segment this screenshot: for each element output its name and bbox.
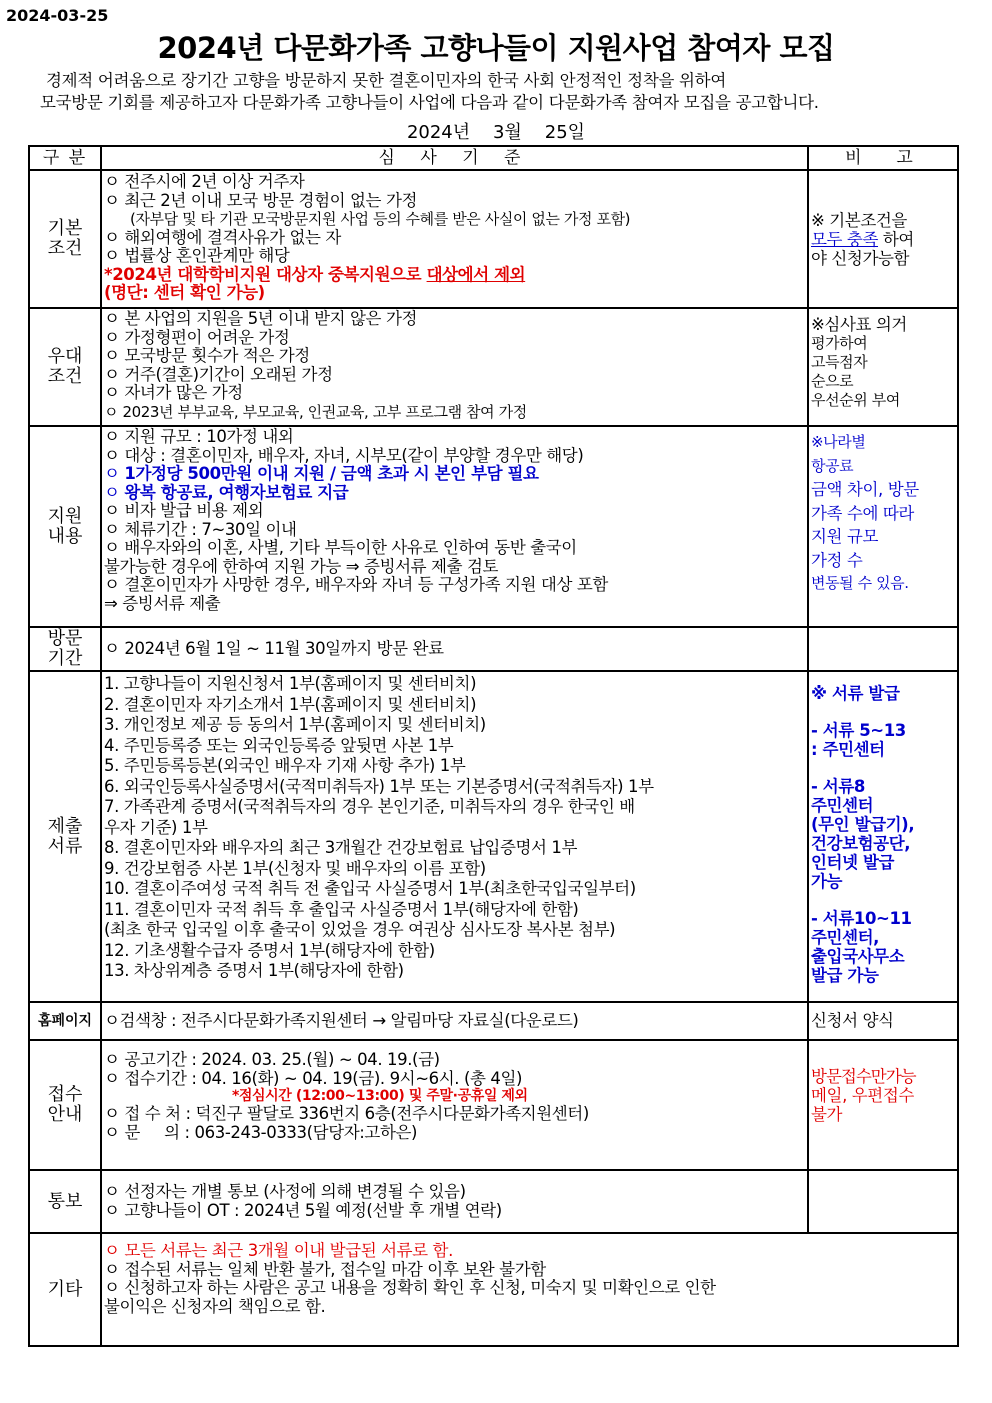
list-item: ㅇ 법률상 혼인관계만 해당 <box>104 246 290 265</box>
remarks-line: 메일, 우편접수 <box>811 1086 914 1105</box>
list-item: 9. 건강보험증 사본 1부(신청자 및 배우자의 이름 포함) <box>104 858 486 878</box>
list-item <box>104 484 805 503</box>
remarks-line: 발급 가능 <box>811 966 879 985</box>
criteria-period: ㅇ 2024년 6월 1일 ~ 11월 30일까지 방문 완료 <box>101 627 808 671</box>
document-date: 2024-03-25 <box>6 6 109 25</box>
remarks-line: 우선순위 부여 <box>811 391 900 409</box>
table-row-homepage <box>29 1002 958 1040</box>
category-period-line2: 기간 <box>47 648 83 669</box>
category-period-line1: 방문 <box>47 628 83 649</box>
page-title: 2024년 다문화가족 고향나들이 지원사업 참여자 모집 <box>157 31 835 65</box>
list-item: ㅇ 비자 발급 비용 제외 <box>104 501 264 520</box>
remarks-basic-b: 모두 충족 <box>811 229 879 249</box>
list-item: ㅇ 고향나들이 OT : 2024년 5월 예정(선발 후 개별 연락) <box>104 1200 502 1220</box>
table-row-period <box>29 627 958 671</box>
criteria-homepage: ㅇ검색창 : 전주시다문화가족지원센터 → 알림마당 자료실(다운로드) <box>101 1002 808 1040</box>
list-item: 12. 기초생활수급자 증명서 1부(해당자에 한함) <box>104 940 435 960</box>
exclusion-note-c: (명단: 센터 확인 가능) <box>104 283 265 302</box>
remarks-line: 평가하여 <box>811 334 868 352</box>
remarks-line: - 서류8 <box>811 777 865 796</box>
list-item: 2. 결혼이민자 자기소개서 1부(홈페이지 및 센터비치) <box>104 694 477 714</box>
category-preference <box>29 308 101 426</box>
list-item: ㅇ 결혼이민자가 사망한 경우, 배우자와 자녀 등 구성가족 지원 대상 포함 <box>104 575 608 594</box>
remarks-reception <box>808 1040 958 1170</box>
list-item: ㅇ 신청하고자 하는 사람은 공고 내용을 정확히 확인 후 신청, 미숙지 및 미확인으로 인한 <box>104 1278 716 1297</box>
list-item: ㅇ 자녀가 많은 가정 <box>104 383 243 402</box>
list-item: ㅇ 체류기간 : 7~30일 이내 <box>104 519 297 539</box>
list-item: ㅇ 접수기간 : 04. 16(화) ~ 04. 19(금). 9시~6시. (총 4일) <box>104 1068 523 1088</box>
list-item: 11. 결혼이민자 국적 취득 후 출입국 사실증명서 1부(해당자에 한함) <box>104 899 579 919</box>
category-basic <box>29 170 101 308</box>
list-item: 3. 개인정보 제공 등 동의서 1부(홈페이지 및 센터비치) <box>104 715 486 734</box>
remarks-line: 순으로 <box>811 372 854 390</box>
list-item: ㅇ 모든 서류는 최근 3개월 이내 발급된 서류로 함. <box>104 1241 453 1260</box>
publication-date: 2024년 3월 25일 <box>406 122 586 143</box>
remarks-notice <box>808 1170 958 1233</box>
category-docs-line1: 제출 <box>47 815 83 837</box>
table-row-notice <box>29 1170 958 1233</box>
criteria-reception <box>101 1040 808 1170</box>
remarks-line: - 서류10~11 <box>811 909 912 928</box>
category-reception <box>29 1040 101 1170</box>
table-row-support <box>29 426 958 627</box>
remarks-basic-c: 하여 <box>878 229 914 249</box>
category-homepage: 홈페이지 <box>29 1002 101 1040</box>
list-item: ㅇ 접수된 서류는 일체 반환 불가, 접수일 마감 이후 보완 불가함 <box>104 1259 546 1279</box>
exclusion-note <box>104 266 805 285</box>
remarks-line: 가정 수 <box>811 550 863 570</box>
header-criteria: 심 사 기 준 <box>101 146 808 170</box>
list-item: ㅇ 대상 : 결혼이민자, 배우자, 자녀, 시부모(같이 부양할 경우만 해당) <box>104 445 584 465</box>
support-amount: 1가정당 500만원 이내 지원 / 금액 초과 시 본인 부담 필요 <box>124 464 539 483</box>
list-item: 13. 차상위계층 증명서 1부(해당자에 한함) <box>104 961 404 980</box>
remarks-line: 불가 <box>811 1105 843 1124</box>
list-item: ㅇ 선정자는 개별 통보 (사정에 의해 변경될 수 있음) <box>104 1182 466 1201</box>
remarks-homepage: 신청서 양식 <box>808 1002 958 1040</box>
remarks-line: - 서류 5~13 <box>811 721 906 740</box>
remarks-line: ※나라별 <box>811 433 866 451</box>
list-item: ㅇ 지원 규모 : 10가정 내외 <box>104 427 294 446</box>
list-item: 5. 주민등록등본(외국인 배우자 기재 사항 추가) 1부 <box>104 756 466 775</box>
category-recv-line1: 접수 <box>47 1084 83 1105</box>
remarks-basic-d: 야 신청가능함 <box>811 248 910 268</box>
intro-text <box>40 70 966 114</box>
criteria-table <box>28 145 959 1347</box>
remarks-documents <box>808 671 958 1002</box>
intro-line-1: 경제적 어려움으로 장기간 고향을 방문하지 못한 결혼이민자의 한국 사회 안정적인 정착을 위하여 <box>46 71 726 90</box>
list-item: 4. 주민등록증 또는 외국인등록증 앞뒷면 사본 1부 <box>104 735 454 755</box>
remarks-line: 항공료 <box>811 456 854 475</box>
category-support <box>29 426 101 627</box>
header-category: 구 분 <box>29 146 101 170</box>
criteria-notice <box>101 1170 808 1233</box>
intro-line-2: 모국방문 기회를 제공하고자 다문화가족 고향나들이 사업에 다음과 같이 다문화가족 참여자 모집을 공고합니다. <box>40 93 819 112</box>
remarks-line: 주민센터, <box>811 928 880 947</box>
list-item: 불가능한 경우에 한하여 지원 가능 ⇒ 증빙서류 제출 검토 <box>104 556 499 576</box>
list-item: ㅇ 공고기간 : 2024. 03. 25.(월) ~ 04. 19.(금) <box>104 1050 440 1069</box>
list-item: 불이익은 신청자의 책임으로 함. <box>104 1296 326 1316</box>
list-item: 우자 기준) 1부 <box>104 817 208 837</box>
list-item: ㅇ 본 사업의 지원을 5년 이내 받지 않은 가정 <box>104 309 418 328</box>
category-basic-line2: 조건 <box>47 238 83 259</box>
remarks-line: 주민센터 <box>811 796 874 815</box>
criteria-basic <box>101 170 808 308</box>
remarks-line: (무인 발급기), <box>811 815 915 834</box>
category-support-line1: 지원 <box>47 505 83 527</box>
remarks-line: 인터넷 발급 <box>811 853 895 872</box>
list-item: 7. 가족관계 증명서(국적취득자의 경우 본인기준, 미취득자의 경우 한국인 배 <box>104 797 635 816</box>
bullet: ㅇ <box>104 482 125 502</box>
table-header-row <box>29 146 958 170</box>
remarks-line: 가족 수에 따라 <box>811 503 914 523</box>
category-docs-line2: 서류 <box>47 835 83 857</box>
list-item: (최초 한국 입국일 이후 출국이 있었을 경우 여권상 심사도장 복사본 첨부) <box>104 920 616 939</box>
list-item: 8. 결혼이민자와 배우자의 최근 3개월간 건강보험료 납입증명서 1부 <box>104 838 578 857</box>
list-item: ⇒ 증빙서류 제출 <box>104 593 221 613</box>
remarks-line: ※심사표 의거 <box>811 315 907 334</box>
list-item: 10. 결혼이주여성 국적 취득 전 출입국 사실증명서 1부(최초한국입국일부터) <box>104 879 636 898</box>
remarks-line: 방문접수만가능 <box>811 1067 916 1086</box>
list-item: ㅇ 문 의 : 063-243-0333(담당자:고하은) <box>104 1122 418 1142</box>
category-etc: 기타 <box>29 1233 101 1346</box>
criteria-documents <box>101 671 808 1002</box>
list-item: ㅇ 모국방문 횟수가 적은 가정 <box>104 346 310 365</box>
category-basic-line1: 기본 <box>47 218 83 239</box>
list-item: ㅇ 최근 2년 이내 모국 방문 경험이 없는 가정 <box>104 190 418 210</box>
remarks-line: 지원 규모 <box>811 527 879 546</box>
category-notice: 통보 <box>29 1170 101 1233</box>
remarks-basic <box>808 170 958 308</box>
list-item: (자부담 및 타 기관 모국방문지원 사업 등의 수혜를 받은 사실이 없는 가정 포함) <box>130 210 631 228</box>
list-item: ㅇ 2023년 부부교육, 부모교육, 인권교육, 고부 프로그램 참여 가정 <box>104 402 527 421</box>
table-row-documents <box>29 671 958 1002</box>
table-row-preference <box>29 308 958 426</box>
header-remarks: 비 고 <box>808 146 958 170</box>
remarks-period <box>808 627 958 671</box>
category-period <box>29 627 101 671</box>
category-documents <box>29 671 101 1002</box>
list-item: 1. 고향나들이 지원신청서 1부(홈페이지 및 센터비치) <box>104 674 477 693</box>
remarks-support <box>808 426 958 627</box>
remarks-line: 금액 차이, 방문 <box>811 480 919 499</box>
remarks-basic-a: ※ 기본조건을 <box>811 210 907 230</box>
category-support-line2: 내용 <box>47 525 83 547</box>
list-item: ㅇ 전주시에 2년 이상 거주자 <box>104 172 305 191</box>
criteria-etc <box>101 1233 958 1346</box>
list-item: ㅇ 해외여행에 결격사유가 없는 자 <box>104 227 341 247</box>
remarks-line: 가능 <box>811 872 843 891</box>
bullet: ㅇ <box>104 464 125 483</box>
list-item: ㅇ 배우자와의 이혼, 사별, 기타 부득이한 사유로 인하여 동반 출국이 <box>104 538 577 557</box>
remarks-line: ※ 서류 발급 <box>811 684 900 703</box>
table-row-basic <box>29 170 958 308</box>
remarks-line: 출입국사무소 <box>811 947 905 966</box>
lunch-note: *점심시간 (12:00~13:00) 및 주말·공휴일 제외 <box>232 1088 528 1104</box>
category-pref-line2: 조건 <box>47 366 83 387</box>
remarks-preference <box>808 308 958 426</box>
table-row-etc <box>29 1233 958 1346</box>
exclusion-note-b: 대상에서 제외 <box>426 264 526 284</box>
remarks-line: 건강보험공단, <box>811 834 911 853</box>
table-row-reception <box>29 1040 958 1170</box>
exclusion-note-a: *2024년 대학학비지원 대상자 중복지원으로 <box>104 264 422 284</box>
remarks-line: 변동될 수 있음. <box>811 574 909 592</box>
list-item: 6. 외국인등록사실증명서(국적미취득자) 1부 또는 기본증명서(국적취득자) 1부 <box>104 776 654 796</box>
remarks-line: 고득점자 <box>811 353 868 371</box>
criteria-preference <box>101 308 808 426</box>
list-item <box>104 465 805 484</box>
list-item: ㅇ 거주(결혼)기간이 오래된 가정 <box>104 364 333 384</box>
list-item: ㅇ 접 수 처 : 덕진구 팔달로 336번지 6층(전주시다문화가족지원센터) <box>104 1104 589 1123</box>
criteria-support <box>101 426 808 627</box>
remarks-line: : 주민센터 <box>811 740 885 759</box>
category-pref-line1: 우대 <box>47 346 83 367</box>
list-item: ㅇ 가정형편이 어려운 가정 <box>104 327 290 347</box>
remarks-basic-b-line <box>811 230 955 249</box>
category-recv-line2: 안내 <box>47 1104 83 1125</box>
support-items: 왕복 항공료, 여행자보험료 지급 <box>124 482 349 502</box>
